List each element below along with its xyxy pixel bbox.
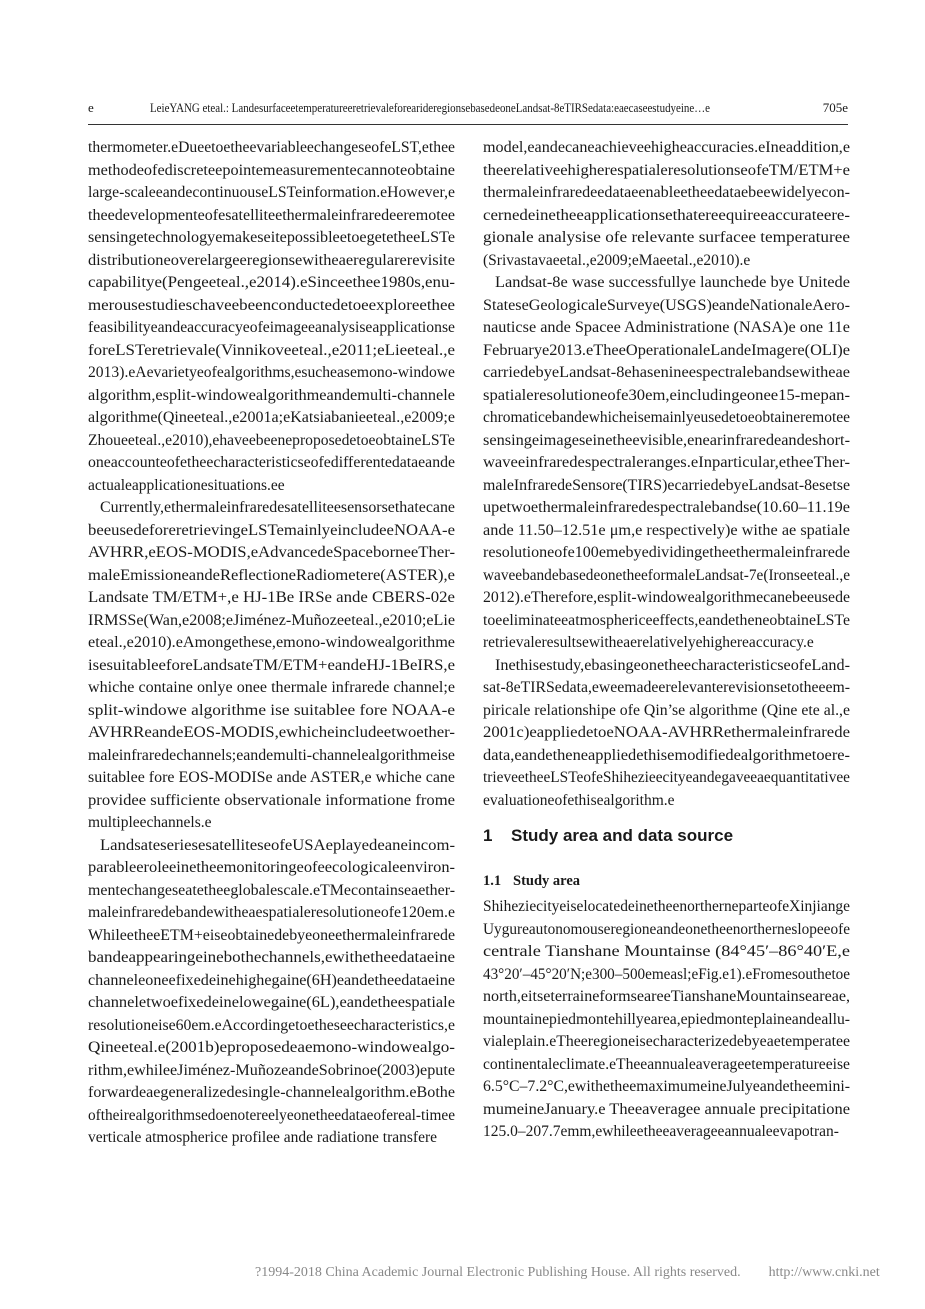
text-line bbox=[483, 1009, 850, 1032]
text-line bbox=[483, 632, 850, 655]
section-title: Study area and data source bbox=[511, 826, 734, 845]
text-line bbox=[483, 542, 850, 565]
text-line bbox=[88, 227, 455, 250]
text-line-content: large-scaleeandecontinuouseLSTeinformation.eHowever,e bbox=[88, 184, 455, 201]
text-line bbox=[483, 677, 850, 700]
text-line bbox=[88, 317, 455, 340]
text-line bbox=[483, 790, 850, 813]
text-line bbox=[483, 160, 850, 183]
text-line bbox=[483, 587, 850, 610]
text-line-content: waveebandebasedeonetheeformaleLandsat-7e(Ironseeteal.,e bbox=[483, 566, 850, 584]
text-line bbox=[483, 295, 850, 318]
text-line-content: vialeplain.eTheeregioneisecharacterizedebyeaetemperatee bbox=[483, 1033, 850, 1050]
text-line-content: thermaleinfraredeedataeenableetheedataebeewidelyecon- bbox=[483, 184, 850, 201]
text-line-content: 2012).eTherefore,esplit-windowealgorithmecanebeeusede bbox=[483, 589, 850, 606]
text-line-content: model,eandecaneachieveehigheaccuracies.eIneaddition,e bbox=[483, 139, 850, 156]
text-line-content: continentaleclimate.eTheeannualeaverageetemperatureeise bbox=[483, 1055, 850, 1073]
text-line-content: capabilitye(Pengeeteal.,e2014).eSinceethee1980s,enu- bbox=[88, 274, 456, 291]
text-line bbox=[88, 340, 455, 363]
text-line bbox=[88, 137, 455, 160]
text-line-content: data,eandetheneappliedethisemodifiedealgorithmetoere- bbox=[483, 746, 850, 764]
text-line bbox=[483, 767, 850, 790]
text-line-content: parableeroleeinetheemonitoringeofeecologicaleenviron- bbox=[88, 859, 455, 876]
text-line-content: (Srivastavaeetal.,e2009;eMaeetal.,e2010).e bbox=[483, 251, 751, 269]
text-line bbox=[483, 317, 850, 340]
text-line bbox=[88, 1127, 455, 1150]
text-line bbox=[88, 992, 455, 1015]
text-line-content: mumeineJanuary.e Theeaveragee annuale precipitatione bbox=[483, 1100, 850, 1118]
copyright-text: ?1994-2018 China Academic Journal Electronic Publishing House. All rights reserved. bbox=[255, 1265, 741, 1280]
text-line bbox=[88, 520, 455, 543]
text-line-content: beeusedeforeretrievingeLSTemainlyeincludeeNOAA-e bbox=[88, 521, 455, 539]
text-line bbox=[483, 964, 850, 987]
text-line-content: algorithm,esplit-windowealgorithmeandemulti-channele bbox=[88, 386, 455, 404]
text-line bbox=[483, 137, 850, 160]
text-line bbox=[88, 250, 455, 273]
text-line bbox=[483, 362, 850, 385]
text-line bbox=[88, 700, 455, 723]
text-line bbox=[483, 340, 850, 363]
text-line bbox=[483, 205, 850, 228]
text-line bbox=[483, 272, 850, 295]
text-line bbox=[88, 745, 455, 768]
text-line-content: 125.0–207.7emm,ewhileetheeaverageeannualeevapotran- bbox=[483, 1123, 839, 1140]
subsection-title: Study area bbox=[513, 873, 581, 889]
text-line-content: gionale analysise ofe relevante surfacee temperaturee bbox=[483, 229, 850, 246]
text-line bbox=[483, 430, 850, 453]
text-line-content: forwardeaegeneralizedesingle-channelealgorithm.eBothe bbox=[88, 1084, 455, 1101]
text-line-content: mentechangeseatetheeglobalescale.eTMecontainseaether- bbox=[88, 881, 456, 899]
text-line bbox=[88, 452, 455, 475]
text-line-content: WhileetheeETM+eiseobtainedebyeoneethermaleinfrarede bbox=[88, 926, 455, 944]
text-line-content: north,eitseterraineformseareeTianshaneMountainseareae, bbox=[483, 988, 850, 1005]
text-line bbox=[483, 986, 850, 1009]
text-line bbox=[483, 407, 850, 430]
text-line-content: oftheirealgorithmsedoenotereelyeonetheedataeofereal-timee bbox=[88, 1106, 455, 1124]
page-number: 705e bbox=[822, 100, 848, 115]
text-line-content: methodeofediscreteepointemeasurementecannoteobtaine bbox=[88, 161, 455, 179]
text-line-content: providee sufficiente observationale informatione frome bbox=[88, 791, 456, 809]
text-line bbox=[483, 497, 850, 520]
text-line bbox=[88, 722, 455, 745]
text-line bbox=[88, 812, 455, 835]
text-line bbox=[483, 941, 850, 964]
text-line-content: trieveetheeLSTeofeShihezieecityeandegaveeaequantitativee bbox=[483, 769, 850, 786]
text-line-content: algorithme(Qineeteal.,e2001a;eKatsiabanieeteal.,e2009;e bbox=[88, 409, 455, 426]
text-line-content: 43°20′–45°20′N;e300–500emeasl;eFig.e1).eFromesouthetoe bbox=[483, 965, 850, 983]
text-line-content: resolutioneise60em.eAccordingetoetheseecharacteristics,e bbox=[88, 1016, 455, 1034]
text-line-content: actualeapplicationesituations.ee bbox=[88, 476, 285, 494]
section-number: 1 bbox=[483, 826, 493, 845]
text-line bbox=[483, 385, 850, 408]
footer bbox=[255, 1265, 880, 1281]
text-line bbox=[483, 1076, 850, 1099]
text-line bbox=[88, 497, 455, 520]
text-line-content: toeeliminateeatmosphericeeffects,eandetheneobtaineLSTe bbox=[483, 611, 850, 629]
text-line bbox=[483, 227, 850, 250]
text-line-content: ande 11.50–12.51e μm,e respectively)e withe ae spatiale bbox=[483, 521, 850, 539]
text-line-content: split-windowe algorithme ise suitablee fore NOAA-e bbox=[88, 701, 455, 719]
subsection-number: 1.1 bbox=[483, 873, 502, 889]
text-line-content: foreLSTeretrievale(Vinnikoveeteal.,e2011;eLieeteal.,e bbox=[88, 341, 455, 359]
text-line bbox=[88, 1105, 455, 1128]
text-line-content: suitablee fore EOS-MODISe ande ASTER,e whiche cane bbox=[88, 769, 455, 786]
text-line bbox=[88, 475, 455, 498]
text-line bbox=[88, 857, 455, 880]
text-line-content: oneaccounteofetheecharacteristicseofedifferentedataeande bbox=[88, 454, 455, 471]
text-line-content: thermometer.eDueetoetheevariableechangeseofeLST,ethee bbox=[88, 139, 455, 156]
text-line-content: Qineeteal.e(2001b)eproposedeaemono-windowealgo- bbox=[88, 1039, 455, 1056]
text-line-content: 6.5°C–7.2°C,ewithetheemaximumeineJulyeandetheemini- bbox=[483, 1078, 850, 1095]
text-line bbox=[483, 250, 850, 273]
text-line bbox=[88, 1015, 455, 1038]
text-line bbox=[483, 565, 850, 588]
text-line bbox=[483, 182, 850, 205]
text-line bbox=[88, 880, 455, 903]
text-line bbox=[483, 655, 850, 678]
header-mark: e bbox=[88, 100, 94, 115]
text-line-content: waveeinfraredespectraleranges.eInparticular,etheeTher- bbox=[483, 454, 850, 471]
text-line bbox=[88, 1060, 455, 1083]
text-line-content: mountainepiedmontehillyearea,epiedmonteplaineandeallu- bbox=[483, 1010, 850, 1028]
section-heading bbox=[483, 816, 850, 856]
text-line-content: whiche containe onlye onee thermale infrarede channel;e bbox=[88, 679, 455, 696]
running-header bbox=[88, 100, 848, 120]
text-line-content: nauticse ande Spacee Administratione (NASA)e one 11e bbox=[483, 319, 850, 336]
text-line bbox=[88, 205, 455, 228]
text-line bbox=[483, 520, 850, 543]
text-line bbox=[88, 677, 455, 700]
footer-url[interactable]: http://www.cnki.net bbox=[768, 1265, 880, 1280]
text-line bbox=[88, 565, 455, 588]
text-line-content: sat-8eTIRSedata,eweemadeerelevanterevisionsetotheeem- bbox=[483, 679, 850, 696]
header-rule bbox=[88, 124, 848, 125]
text-line-content: spatialeresolutioneofe30em,eincludingeonee15-mepan- bbox=[483, 386, 850, 404]
text-line bbox=[483, 1054, 850, 1077]
text-line-content: Februarye2013.eTheeOperationaleLandeImagere(OLI)e bbox=[483, 341, 850, 359]
text-line-content: sensingetechnologyemakeseitepossibleetoegetetheeLSTe bbox=[88, 229, 455, 246]
text-line bbox=[483, 722, 850, 745]
text-line-content: cernedeinetheeapplicationsethatereequireeaccurateere- bbox=[483, 206, 850, 224]
text-line bbox=[88, 182, 455, 205]
text-line bbox=[88, 790, 455, 813]
text-line bbox=[88, 385, 455, 408]
text-line-content: merousestudieschaveebeenconductedetoeexploreethee bbox=[88, 296, 455, 314]
text-line-content: Uygureautonomouseregioneandeonetheenortherneslopeeofe bbox=[483, 920, 850, 938]
text-line bbox=[88, 947, 455, 970]
text-line-content: resolutioneofe100emebyedividingetheethermaleinfrarede bbox=[483, 544, 850, 561]
text-line bbox=[483, 610, 850, 633]
text-line-content: sensingeimageseinetheevisible,enearinfraredeandeshort- bbox=[483, 431, 850, 449]
text-line-content: LandsateseriesesatelliteseofeUSAeplayedeaneincom- bbox=[100, 836, 456, 854]
text-line bbox=[88, 655, 455, 678]
text-line-content: Landsat-8e wase successfullye launchede bye Unitede bbox=[495, 274, 850, 291]
text-line bbox=[483, 745, 850, 768]
text-line-content: verticale atmospherice profilee ande radiatione transfere bbox=[88, 1129, 437, 1146]
text-line-content: multipleechannels.e bbox=[88, 814, 212, 831]
text-line bbox=[483, 896, 850, 919]
text-line-content: maleinfraredechannels;eandemulti-channelealgorithmeise bbox=[88, 746, 455, 764]
text-line-content: Zhoueeteal.,e2010),ehaveebeeneproposedetoeobtaineLSTe bbox=[88, 431, 455, 449]
text-line-content: theerelativeehigherespatialeresolutionseofeTM/ETM+e bbox=[483, 161, 850, 179]
text-line-content: Landsate TM/ETM+,e HJ-1Be IRSe ande CBERS-02e bbox=[88, 589, 455, 606]
text-line-content: maleinfraredebandewitheaespatialeresolutioneofe120em.e bbox=[88, 904, 455, 921]
text-line bbox=[88, 925, 455, 948]
text-line bbox=[88, 542, 455, 565]
text-line-content: distributioneoverelargeeregionsewitheaeregularerevisite bbox=[88, 251, 455, 269]
text-line bbox=[88, 835, 455, 858]
text-line bbox=[88, 407, 455, 430]
text-line-content: upetwoethermaleinfraredespectralebandse(10.60–11.19e bbox=[483, 499, 850, 516]
text-line-content: maleInfraredeSensore(TIRS)ecarriedebyeLandsat-8esetse bbox=[483, 476, 850, 494]
text-line-content: Inethisestudy,ebasingeonetheecharacteristicseofeLand- bbox=[495, 656, 850, 674]
text-line bbox=[88, 610, 455, 633]
text-line-content: channeleoneefixedeinehighegaine(6H)eandetheedataeine bbox=[88, 971, 455, 989]
text-line-content: eteal.,e2010).eAmongethese,emono-windowealgorithme bbox=[88, 634, 455, 651]
text-line-content: isesuitableeforeLandsateTM/ETM+eandeHJ-1BeIRS,e bbox=[88, 656, 455, 674]
text-line-content: evaluationeofethisealgorithm.e bbox=[483, 791, 675, 809]
text-line bbox=[88, 587, 455, 610]
text-line bbox=[483, 1031, 850, 1054]
text-line bbox=[483, 452, 850, 475]
text-line-content: channeletwoefixedeinelowegaine(6L),eandetheespatiale bbox=[88, 994, 455, 1011]
text-line-content: feasibilityeandeaccuracyeofeimageeanalysiseapplicationse bbox=[88, 319, 455, 336]
text-line-content: 2001c)eappliedetoeNOAA-AVHRRethermaleinfrarede bbox=[483, 724, 850, 741]
text-line-content: AVHRReandeEOS-MODIS,ewhicheincludeetwoether- bbox=[88, 724, 455, 741]
text-line bbox=[88, 767, 455, 790]
text-line-content: StateseGeologicaleSurveye(USGS)eandeNationaleAero- bbox=[483, 296, 850, 314]
text-line-content: retrievaleresultsewitheaerelativelyehighereaccuracy.e bbox=[483, 634, 814, 651]
text-line bbox=[88, 430, 455, 453]
text-line-content: IRMSSe(Wan,e2008;eJiménez-Muñozeeteal.,e2010;eLie bbox=[88, 611, 455, 629]
text-line bbox=[483, 700, 850, 723]
text-line-content: theedevelopmenteofesatelliteethermaleinfraredeeremotee bbox=[88, 206, 455, 224]
text-line-content: ShiheziecityeiselocatedeinetheenortherneparteofeXinjiange bbox=[483, 898, 850, 915]
text-line-content: AVHRR,eEOS-MODIS,eAdvancedeSpaceborneeTher- bbox=[88, 544, 455, 561]
text-line-content: chromaticebandewhicheisemainlyeusedetoeobtaineremotee bbox=[483, 409, 850, 426]
header-title: LeieYANG eteal.: LandesurfaceetemperatureeretrievaleforearideregionsebasedeoneLandsat-8eTIRSedata:eaecaseestudyeine…e bbox=[150, 100, 710, 115]
text-line bbox=[88, 160, 455, 183]
text-line bbox=[88, 272, 455, 295]
left-column bbox=[88, 137, 455, 1150]
text-line-content: centrale Tianshane Mountainse (84°45′–86°40′E,e bbox=[483, 943, 850, 960]
text-line-content: 2013).eAevarietyeofealgorithms,esucheasemono-windowe bbox=[88, 364, 455, 381]
right-column bbox=[483, 137, 850, 1144]
text-line bbox=[88, 632, 455, 655]
text-line bbox=[483, 919, 850, 942]
text-line bbox=[88, 362, 455, 385]
text-line bbox=[88, 902, 455, 925]
text-line bbox=[483, 475, 850, 498]
text-line-content: carriedebyeLandsat-8ehasenineespectralebandsewitheae bbox=[483, 364, 850, 381]
text-line bbox=[483, 1121, 850, 1144]
text-line-content: rithm,ewhileeJiménez-MuñozeandeSobrinoe(2003)epute bbox=[88, 1061, 455, 1079]
text-line bbox=[88, 1037, 455, 1060]
text-line-content: maleEmissioneandeReflectioneRadiometere(ASTER),e bbox=[88, 566, 455, 584]
text-line bbox=[88, 970, 455, 993]
text-line-content: Currently,ethermaleinfraredesatelliteesensorsethatecane bbox=[100, 499, 455, 516]
subsection-heading bbox=[483, 866, 850, 896]
text-line bbox=[88, 1082, 455, 1105]
text-line-content: bandeappearingeinebothechannels,ewithetheedataeine bbox=[88, 949, 455, 966]
text-line-content: piricale relationshipe ofe Qin’se algorithme (Qine ete al.,e bbox=[483, 701, 850, 719]
text-line bbox=[483, 1099, 850, 1122]
text-line bbox=[88, 295, 455, 318]
